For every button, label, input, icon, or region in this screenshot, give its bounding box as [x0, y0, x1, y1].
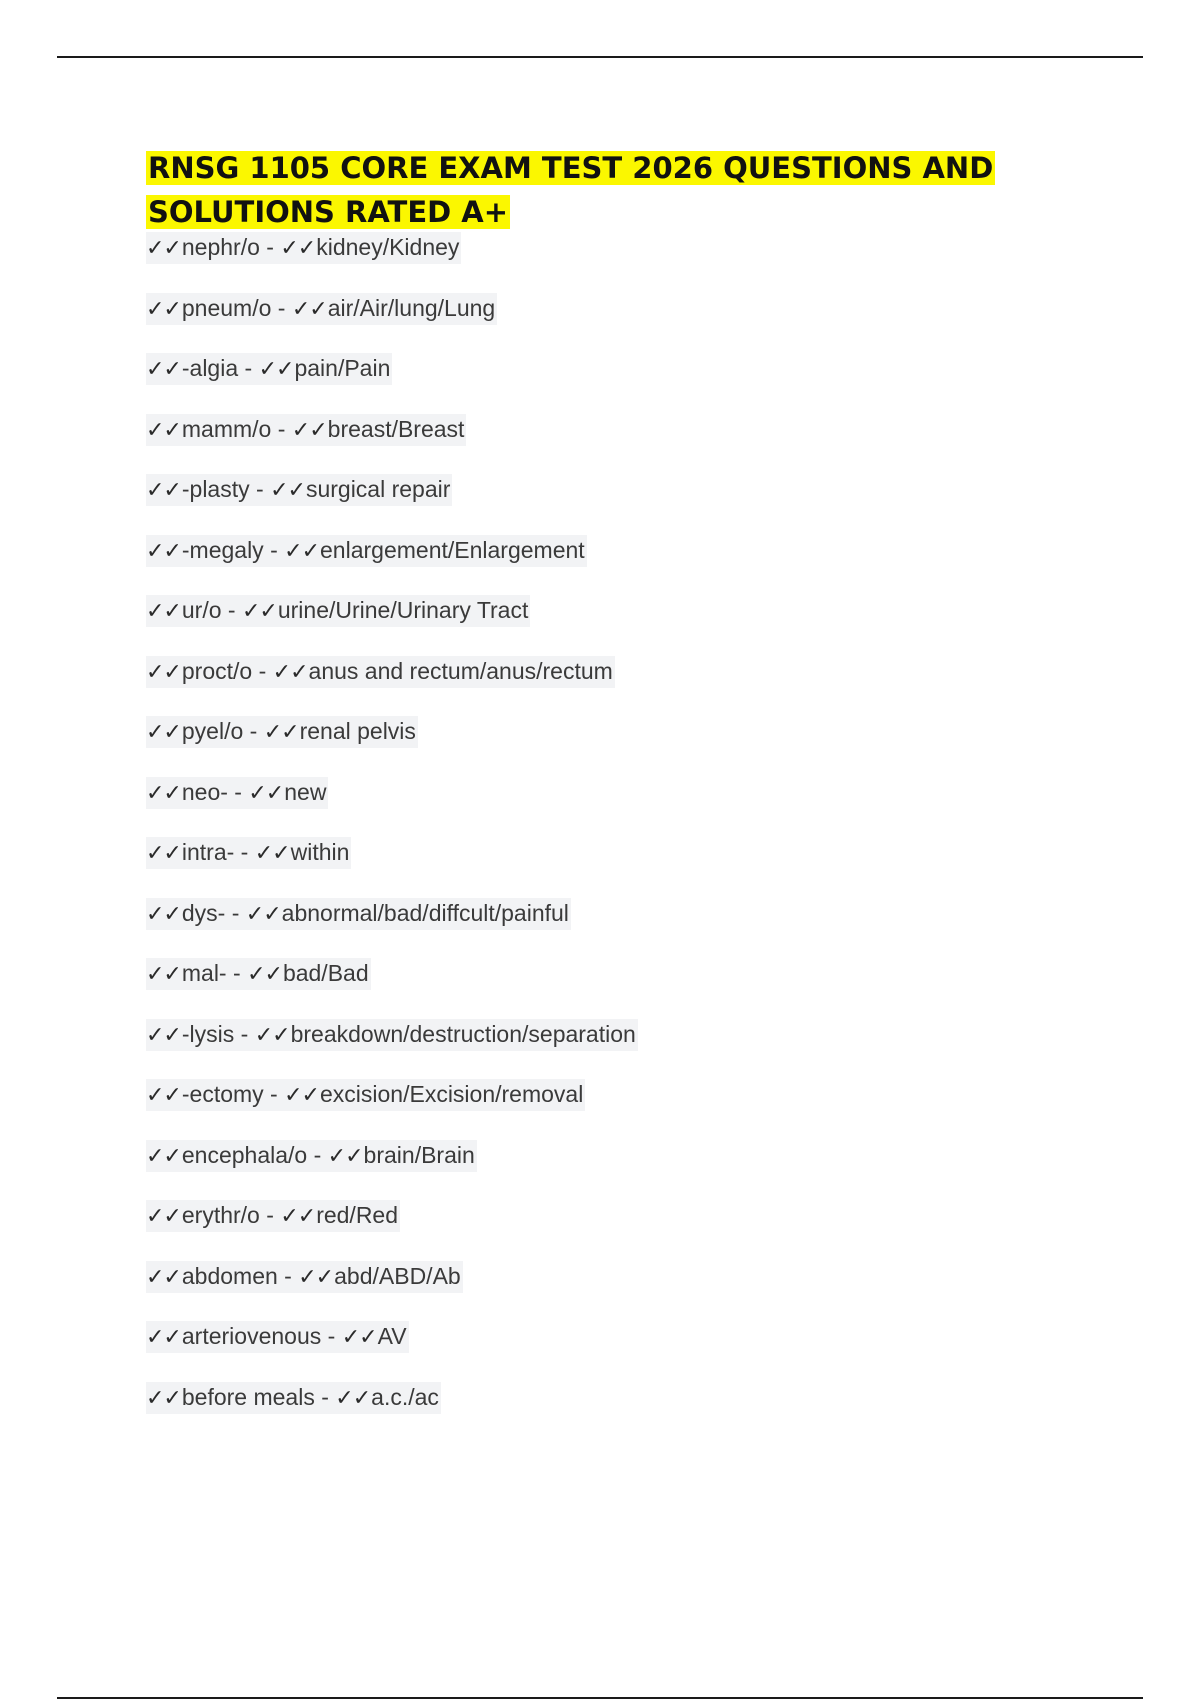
- answer-text: renal pelvis: [299, 718, 416, 744]
- answer-text: pain/Pain: [294, 355, 391, 381]
- term-text: dys-: [181, 899, 226, 926]
- check-mark-icon: ✓✓: [241, 599, 277, 624]
- title-line-2: SOLUTIONS RATED A+: [148, 195, 509, 229]
- qa-line: [146, 1079, 585, 1111]
- qa-line: [146, 232, 461, 264]
- check-mark-icon: ✓✓: [146, 659, 181, 685]
- check-mark-icon: ✓✓: [146, 720, 181, 745]
- check-mark-icon: ✓✓: [146, 1385, 181, 1411]
- term-text: proct/o: [181, 657, 253, 684]
- term-text: nephr/o: [181, 234, 260, 260]
- qa-line: [146, 353, 392, 385]
- qa-line: [146, 535, 587, 567]
- term-text: abdomen: [181, 1262, 278, 1289]
- term-text: -plasty: [181, 476, 250, 502]
- check-mark-icon: ✓✓: [146, 962, 181, 987]
- separator: -: [277, 1262, 299, 1289]
- qa-line: [146, 1140, 477, 1172]
- separator: -: [259, 234, 281, 260]
- check-mark-icon: ✓✓: [146, 296, 181, 322]
- check-mark-icon: ✓✓: [146, 780, 181, 806]
- answer-text: anus and rectum/anus/rectum: [308, 657, 613, 684]
- check-mark-icon: ✓✓: [146, 1325, 181, 1350]
- check-mark-icon: ✓✓: [327, 1143, 363, 1169]
- separator: -: [234, 839, 255, 865]
- check-mark-icon: ✓✓: [263, 720, 299, 745]
- term-text: pyel/o: [181, 718, 244, 744]
- check-mark-icon: ✓✓: [146, 538, 181, 564]
- list-item: [146, 1261, 638, 1322]
- term-text: -ectomy: [181, 1081, 264, 1107]
- check-mark-icon: ✓✓: [341, 1325, 377, 1350]
- check-mark-icon: ✓✓: [254, 1022, 290, 1048]
- term-text: -algia: [181, 355, 239, 381]
- answer-text: kidney/Kidney: [316, 234, 460, 260]
- check-mark-icon: ✓✓: [298, 1264, 334, 1290]
- check-mark-icon: ✓✓: [146, 478, 181, 503]
- check-mark-icon: ✓✓: [291, 417, 327, 443]
- check-mark-icon: ✓✓: [146, 1204, 181, 1229]
- answer-text: bad/Bad: [282, 960, 369, 986]
- check-mark-icon: ✓✓: [146, 841, 181, 866]
- separator: -: [271, 415, 292, 442]
- term-text: arteriovenous: [181, 1323, 322, 1349]
- term-text: -megaly: [181, 536, 264, 563]
- check-mark-icon: ✓✓: [146, 1264, 181, 1290]
- check-mark-icon: ✓✓: [146, 599, 181, 624]
- answer-text: AV: [377, 1323, 407, 1349]
- document-title: [146, 146, 1046, 234]
- check-mark-icon: ✓✓: [258, 357, 294, 382]
- check-mark-icon: ✓✓: [284, 538, 320, 564]
- term-text: pneum/o: [181, 294, 272, 321]
- check-mark-icon: ✓✓: [247, 962, 282, 987]
- check-mark-icon: ✓✓: [270, 478, 305, 503]
- separator: -: [234, 1020, 255, 1047]
- separator: -: [225, 899, 246, 926]
- qa-line: [146, 1261, 463, 1293]
- list-item: [146, 353, 638, 414]
- separator: -: [243, 718, 264, 744]
- qa-line: [146, 1321, 409, 1353]
- check-mark-icon: ✓✓: [280, 1204, 316, 1229]
- qa-line: [146, 595, 530, 627]
- check-mark-icon: ✓✓: [284, 1083, 319, 1108]
- list-item: [146, 1321, 638, 1382]
- qa-line: [146, 474, 452, 506]
- qa-line: [146, 777, 328, 809]
- qa-line: [146, 958, 371, 990]
- answer-text: abnormal/bad/diffcult/painful: [281, 899, 569, 926]
- answer-text: air/Air/lung/Lung: [327, 294, 496, 321]
- separator: -: [321, 1323, 342, 1349]
- list-item: [146, 232, 638, 293]
- list-item: [146, 1200, 638, 1261]
- check-mark-icon: ✓✓: [272, 659, 308, 685]
- term-text: ur/o: [181, 597, 222, 623]
- separator: -: [263, 536, 285, 563]
- term-text: neo-: [181, 778, 228, 805]
- term-text: mamm/o: [181, 415, 272, 442]
- qa-line: [146, 1200, 400, 1232]
- separator: -: [227, 778, 249, 805]
- check-mark-icon: ✓✓: [146, 901, 181, 927]
- check-mark-icon: ✓✓: [146, 417, 181, 443]
- answer-text: within: [290, 839, 350, 865]
- list-item: [146, 1140, 638, 1201]
- list-item: [146, 1382, 638, 1443]
- check-mark-icon: ✓✓: [254, 841, 290, 866]
- answer-text: urine/Urine/Urinary Tract: [277, 597, 529, 623]
- title-line-1: RNSG 1105 CORE EXAM TEST 2026 QUESTIONS AND: [148, 151, 994, 185]
- check-mark-icon: ✓✓: [335, 1385, 371, 1411]
- separator: -: [252, 657, 273, 684]
- separator: -: [314, 1383, 336, 1410]
- qa-line: [146, 656, 615, 688]
- answer-text: surgical repair: [305, 476, 451, 502]
- answer-text: abd/ABD/Ab: [334, 1262, 461, 1289]
- check-mark-icon: ✓✓: [146, 236, 181, 261]
- qa-line: [146, 293, 497, 325]
- term-text: mal-: [181, 960, 227, 986]
- list-item: [146, 535, 638, 596]
- separator: -: [249, 476, 271, 502]
- answer-text: excision/Excision/removal: [320, 1081, 584, 1107]
- answer-text: red/Red: [316, 1202, 399, 1228]
- list-item: [146, 414, 638, 475]
- bottom-rule: [57, 1697, 1143, 1699]
- term-text: encephala/o: [181, 1141, 308, 1168]
- check-mark-icon: ✓✓: [280, 236, 316, 261]
- qa-line: [146, 1382, 441, 1414]
- separator: -: [238, 355, 259, 381]
- list-item: [146, 898, 638, 959]
- separator: -: [259, 1202, 281, 1228]
- check-mark-icon: ✓✓: [245, 901, 281, 927]
- answer-text: new: [284, 778, 327, 805]
- answer-text: enlargement/Enlargement: [320, 536, 585, 563]
- list-item: [146, 837, 638, 898]
- check-mark-icon: ✓✓: [291, 296, 327, 322]
- list-item: [146, 1079, 638, 1140]
- separator: -: [271, 294, 292, 321]
- check-mark-icon: ✓✓: [146, 1143, 181, 1169]
- check-mark-icon: ✓✓: [146, 1083, 181, 1108]
- list-item: [146, 293, 638, 354]
- qa-line: [146, 898, 571, 930]
- list-item: [146, 595, 638, 656]
- qa-line: [146, 837, 351, 869]
- separator: -: [263, 1081, 285, 1107]
- top-rule: [57, 56, 1143, 58]
- qa-line: [146, 1019, 638, 1051]
- check-mark-icon: ✓✓: [146, 357, 181, 382]
- list-item: [146, 716, 638, 777]
- list-item: [146, 656, 638, 717]
- answer-text: brain/Brain: [363, 1141, 475, 1168]
- list-item: [146, 474, 638, 535]
- term-text: -lysis: [181, 1020, 235, 1047]
- separator: -: [221, 597, 242, 623]
- separator: -: [226, 960, 248, 986]
- term-text: erythr/o: [181, 1202, 260, 1228]
- qa-line: [146, 414, 466, 446]
- term-text: intra-: [181, 839, 235, 865]
- answer-text: breakdown/destruction/separation: [290, 1020, 636, 1047]
- check-mark-icon: ✓✓: [146, 1022, 181, 1048]
- qa-line: [146, 716, 418, 748]
- answer-text: a.c./ac: [371, 1383, 439, 1410]
- term-text: before meals: [181, 1383, 315, 1410]
- list-item: [146, 777, 638, 838]
- separator: -: [307, 1141, 328, 1168]
- list-item: [146, 1019, 638, 1080]
- list-item: [146, 958, 638, 1019]
- qa-list: [146, 232, 638, 1442]
- answer-text: breast/Breast: [327, 415, 465, 442]
- check-mark-icon: ✓✓: [248, 780, 284, 806]
